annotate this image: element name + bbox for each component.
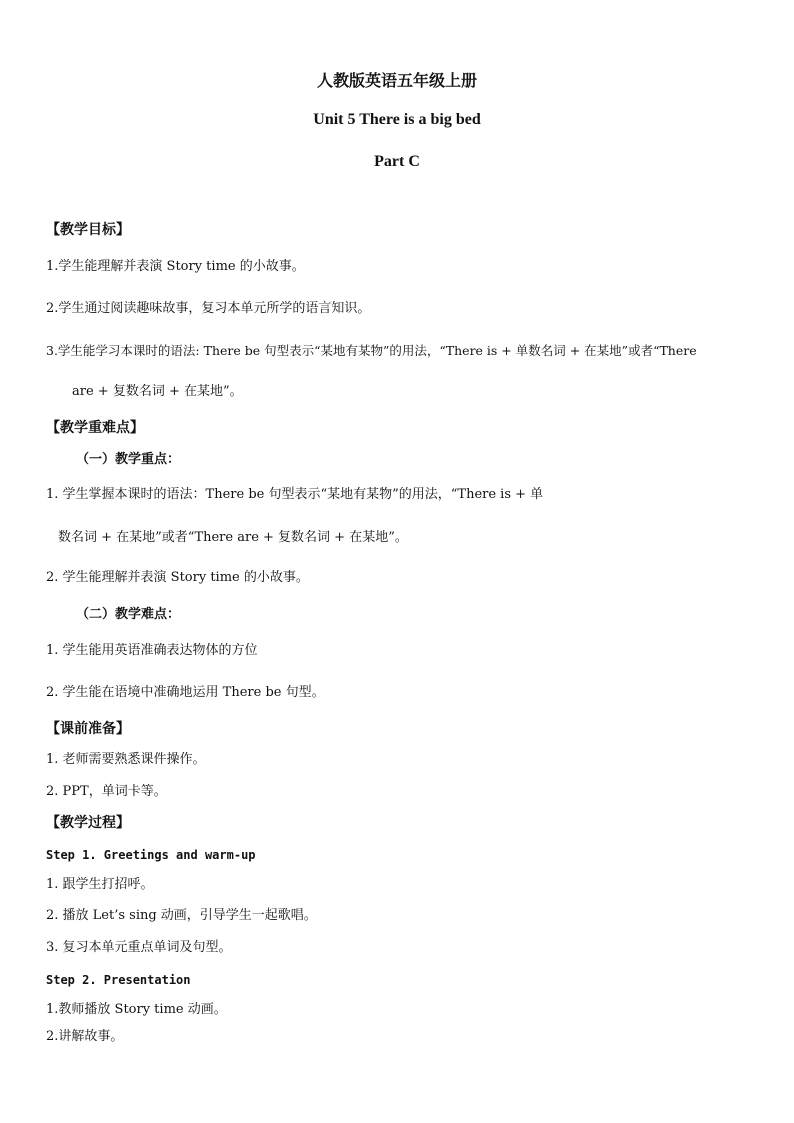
objective-item: 2.学生通过阅读趣味故事，复习本单元所学的语言知识。 bbox=[46, 301, 371, 316]
focus-item-continued: 数名词 + 在某地”或者“There are + 复数名词 + 在某地”。 bbox=[58, 530, 408, 545]
focus-item: 2. 学生能理解并表演 Story time 的小故事。 bbox=[46, 570, 309, 585]
objective-item: 1.学生能理解并表演 Story time 的小故事。 bbox=[46, 259, 305, 274]
objective-item-continued: are + 复数名词 + 在某地”。 bbox=[72, 384, 243, 399]
step2-title: Step 2. Presentation bbox=[46, 973, 191, 987]
difficulty-heading: （二）教学难点： bbox=[76, 607, 181, 622]
step2-item: 1.教师播放 Story time 动画。 bbox=[46, 1002, 227, 1017]
difficulty-item: 2. 学生能在语境中准确地运用 There be 句型。 bbox=[46, 685, 325, 700]
step1-item: 3. 复习本单元重点单词及句型。 bbox=[46, 940, 232, 955]
document-title: 人教版英语五年级上册 bbox=[316, 71, 477, 90]
objective-item: 3.学生能学习本课时的语法: There be 句型表示“某地有某物”的用法，“There is + 单数名词 + 在某地”或者“There bbox=[46, 343, 697, 358]
focus-heading: （一）教学重点： bbox=[76, 452, 181, 467]
preparation-item: 1. 老师需要熟悉课件操作。 bbox=[46, 752, 206, 767]
part-title: Part C bbox=[374, 153, 420, 170]
unit-title: Unit 5 There is a big bed bbox=[313, 111, 481, 128]
step1-item: 2. 播放 Let’s sing 动画，引导学生一起歌唱。 bbox=[46, 908, 317, 923]
key-points-heading: 【教学重难点】 bbox=[46, 420, 144, 436]
preparation-item: 2. PPT，单词卡等。 bbox=[46, 784, 167, 799]
step1-title: Step 1. Greetings and warm-up bbox=[46, 848, 256, 862]
step1-item: 1. 跟学生打招呼。 bbox=[46, 877, 154, 892]
focus-item: 1. 学生掌握本课时的语法：There be 句型表示“某地有某物”的用法，“There is + 单 bbox=[46, 487, 544, 502]
process-heading: 【教学过程】 bbox=[46, 815, 130, 831]
step2-item: 2.讲解故事。 bbox=[46, 1029, 124, 1044]
preparation-heading: 【课前准备】 bbox=[46, 721, 130, 737]
objectives-heading: 【教学目标】 bbox=[46, 222, 130, 238]
difficulty-item: 1. 学生能用英语准确表达物体的方位 bbox=[46, 643, 258, 658]
